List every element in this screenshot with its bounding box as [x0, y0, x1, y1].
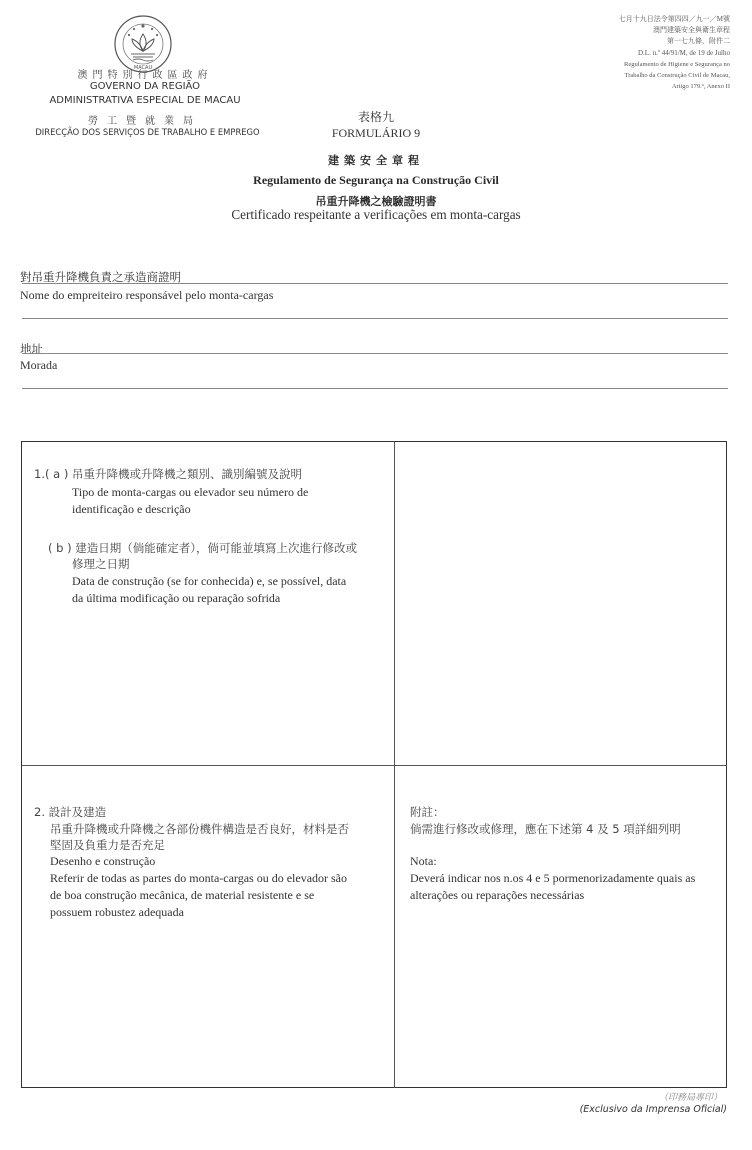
department-name-zh: 勞工暨就業局: [88, 116, 202, 127]
legal-reference-line: D.L. n.º 44/91/M, de 19 de Julho: [638, 49, 730, 57]
section-1b-label-pt-line1: Data de construção (se for conhecida) e, se possível, data: [72, 574, 347, 588]
section-1-answer-cell[interactable]: [405, 455, 715, 755]
footer-printer-zh: （印務局專印）: [658, 1093, 722, 1103]
address-label-pt: Morada: [20, 358, 58, 372]
address-input-line[interactable]: [22, 353, 728, 354]
regulation-title-pt: Regulamento de Segurança na Construção Civil: [253, 173, 499, 187]
address-continuation-line[interactable]: [22, 388, 728, 389]
contractor-continuation-line[interactable]: [22, 318, 728, 319]
section-1a-label-pt-line2: identificação e descrição: [72, 502, 191, 516]
government-name-zh: 澳門特別行政區政府: [77, 70, 213, 81]
form-number-zh: 表格九: [357, 110, 394, 124]
contractor-label-pt: Nome do empreiteiro responsável pelo monta-cargas: [20, 288, 274, 302]
government-name-pt-line1: GOVERNO DA REGIÃO: [89, 81, 201, 92]
note-text-pt-line1: Deverá indicar nos n.os 4 e 5 pormenorizadamente quais as: [410, 871, 696, 885]
section-2-text-pt-line3: possuem robustez adequada: [50, 905, 184, 919]
section-2-text-zh-line1: 吊重升降機或升降機之各部份機件構造是否良好，材料是否: [50, 822, 349, 836]
emblem-text: MACAU: [133, 65, 153, 71]
section-1b-label-pt-line2: da última modificação ou reparação sofrida: [72, 591, 281, 605]
section-2-text-pt-line2: de boa construção mecânica, de material resistente e se: [50, 888, 315, 902]
section-1b-label-zh-line2: 修理之日期: [72, 557, 130, 571]
note-text-zh: 倘需進行修改或修理，應在下述第 4 及 5 項詳細列明: [410, 822, 681, 836]
form-number-pt: FORMULÁRIO 9: [331, 126, 421, 140]
section-2-text-zh-line2: 堅固及負重力是否充足: [50, 838, 165, 852]
section-1a-label-pt-line1: Tipo de monta-cargas ou elevador seu número de: [72, 485, 309, 499]
footer-printer-pt: (Exclusivo da Imprensa Oficial): [579, 1104, 727, 1115]
section-2-text-pt-line1: Referir de todas as partes do monta-cargas ou do elevador são: [50, 871, 348, 885]
address-label-zh: 地址: [20, 342, 43, 356]
note-title-pt: Nota:: [410, 854, 437, 868]
contractor-label-zh: 對吊重升降機負責之承造商證明: [20, 270, 181, 284]
legal-reference-line: 第一七九條，附件二: [667, 37, 730, 45]
legal-reference-line: Trabalho da Construção Civil de Macau,: [624, 72, 730, 79]
certificate-title-zh: 吊重升降機之檢驗證明書: [315, 195, 437, 208]
note-text-pt-line2: alterações ou reparações necessárias: [410, 888, 585, 902]
contractor-input-line[interactable]: [22, 283, 728, 284]
table-row-divider: [22, 765, 727, 766]
macau-emblem-icon: [113, 14, 173, 74]
department-name-pt: DIRECÇÃO DOS SERVIÇOS DE TRABALHO E EMPREGO: [35, 127, 260, 137]
legal-reference-line: 七月十九日法令第四四／九一／M號: [618, 15, 730, 23]
legal-reference-line: Regulamento de Higiene e Segurança no: [624, 61, 730, 68]
section-1a-label-zh: 1.( a ) 吊重升降機或升降機之類別、識別編號及說明: [34, 467, 302, 481]
legal-reference-line: Artigo 179.º, Anexo II: [671, 83, 730, 90]
certificate-title-pt: Certificado respeitante a verificações em monta-cargas: [231, 207, 521, 222]
government-name-pt-line2: ADMINISTRATIVA ESPECIAL DE MACAU: [49, 95, 241, 106]
note-title-zh: 附註：: [410, 805, 445, 819]
legal-reference-line: 澳門建築安全與衛生章程: [653, 26, 730, 34]
section-1b-label-zh-line1: ( b ) 建造日期（倘能確定者），倘可能並填寫上次進行修改或: [48, 541, 357, 555]
section-2-title-pt: Desenho e construção: [50, 854, 156, 868]
regulation-title-zh: 建築安全章程: [328, 154, 424, 167]
section-2-title-zh: 2. 設計及建造: [34, 805, 107, 819]
